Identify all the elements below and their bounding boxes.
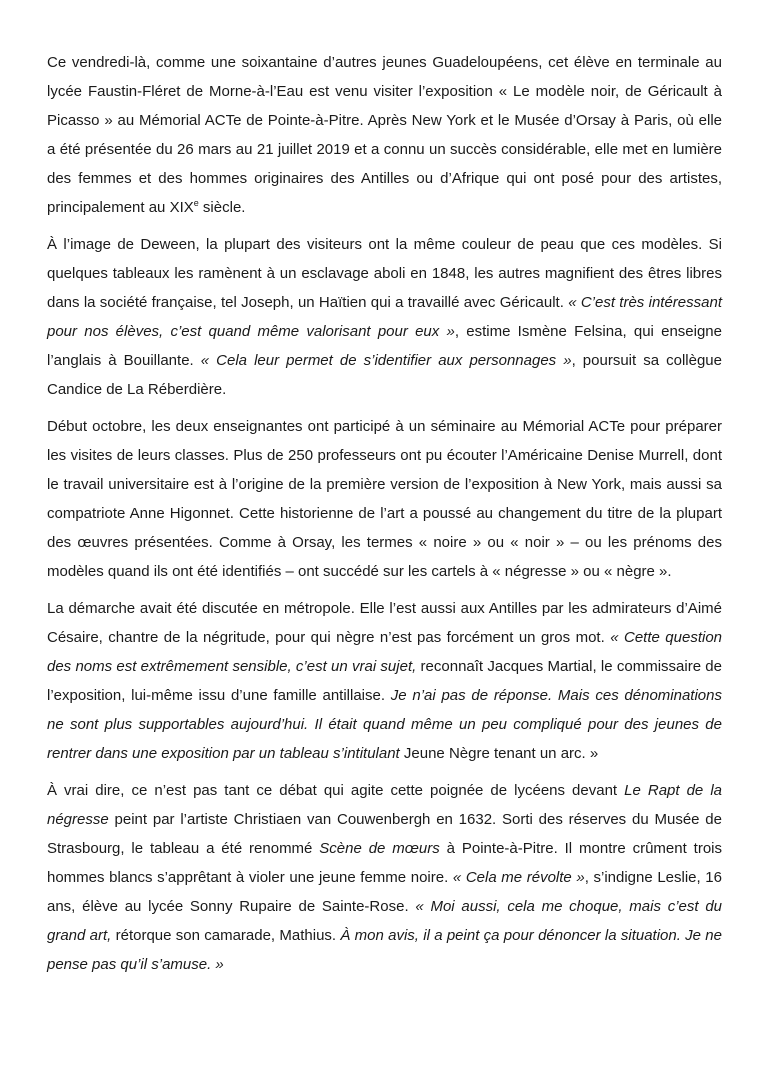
text-run: , s’indigne Leslie, 16 ans, élève au lycée Sonny Rupaire de Sainte-Rose. <box>47 869 722 915</box>
text-run: à Pointe-à-Pitre. Il montre crûment trois hommes blancs s’apprêtant à violer une jeune femme noire. <box>47 840 722 886</box>
text-run: Scène de mœurs <box>319 840 440 857</box>
text-run: Début octobre, les deux enseignantes ont participé à un séminaire au Mémorial ACTe pour préparer les visites de leurs classes. Plus de 250 professeurs ont pu écouter l’Américaine Denise Murrell, dont le travail universitaire est à l’origine de la première version de l’exposition à New York, mais aussi sa compatriote Anne Higonnet. Cette historienne de l’art a poussé au changement du titre de la plupart des œuvres présentées. Comme à Orsay, les termes « noire » ou « noir » – ou les prénoms des modèles quand ils ont été identifiés – ont succédé sur les cartels à « négresse » ou « nègre ». <box>47 418 722 580</box>
text-run: À mon avis, il a peint ça pour dénoncer la situation. Je ne pense pas qu’il s’amuse. » <box>47 927 722 973</box>
paragraph-2 <box>47 230 722 404</box>
text-run: e <box>193 198 199 208</box>
text-run: À vrai dire, ce n’est pas tant ce débat qui agite cette poignée de lycéens devant <box>47 782 625 799</box>
text-run: La démarche avait été discutée en métropole. Elle l’est aussi aux Antilles par les admirateurs d’Aimé Césaire, chantre de la négritude, pour qui nègre n’est pas forcément un gros mot. <box>47 600 722 646</box>
text-run: Je n’ai pas de réponse. Mais ces dénominations ne sont plus supportables aujourd’hui. Il était quand même un peu compliqué pour des jeunes de rentrer dans une exposition par un tableau s’intitulant <box>47 687 722 762</box>
text-run: Ce vendredi-là, comme une soixantaine d’autres jeunes Guadeloupéens, cet élève en terminale au lycée Faustin-Fléret de Morne-à-l’Eau est venu visiter l’exposition « Le modèle noir, de Géricault à Picasso » au Mémorial ACTe de Pointe-à-Pitre. Après New York et le Musée d’Orsay à Paris, où elle a été présentée du 26 mars au 21 juillet 2019 et a connu un succès considérable, elle met en lumière des femmes et des hommes originaires des Antilles ou d’Afrique qui ont posé pour des artistes, principalement au XIX <box>47 54 722 216</box>
article-body <box>47 48 722 979</box>
text-run: rétorque son camarade, Mathius. <box>111 927 341 944</box>
text-run: « Cela me révolte » <box>452 869 585 886</box>
text-run: Le Rapt de la négresse <box>47 782 722 828</box>
text-run: , estime Ismène Felsina, qui enseigne l’anglais à Bouillante. <box>47 323 722 369</box>
text-run: reconnaît Jacques Martial, le commissaire de l’exposition, lui-même issu d’une famille antillaise. <box>47 658 722 704</box>
paragraph-3 <box>47 412 722 586</box>
text-run: « Moi aussi, cela me choque, mais c’est du grand art, <box>47 898 722 944</box>
text-run: peint par l’artiste Christiaen van Couwenbergh en 1632. Sorti des réserves du Musée de Strasbourg, le tableau a été renommé <box>47 811 722 857</box>
text-run: « C’est très intéressant pour nos élèves, c’est quand même valorisant pour eux » <box>47 294 722 340</box>
paragraph-5 <box>47 776 722 979</box>
text-run: À l’image de Deween, la plupart des visiteurs ont la même couleur de peau que ces modèles. Si quelques tableaux les ramènent à un esclavage aboli en 1848, les autres magnifient des êtres libres dans la société française, tel Joseph, un Haïtien qui a travaillé avec Géricault. <box>47 236 722 311</box>
text-run: siècle. <box>198 199 246 216</box>
text-run: « Cela leur permet de s’identifier aux personnages » <box>200 352 572 369</box>
paragraph-1 <box>47 48 722 222</box>
text-run: , poursuit sa collègue Candice de La Réberdière. <box>47 352 722 398</box>
text-run: « Cette question des noms est extrêmement sensible, c’est un vrai sujet, <box>47 629 722 675</box>
text-run: Jeune Nègre tenant un arc. » <box>403 745 599 762</box>
paragraph-4 <box>47 594 722 768</box>
